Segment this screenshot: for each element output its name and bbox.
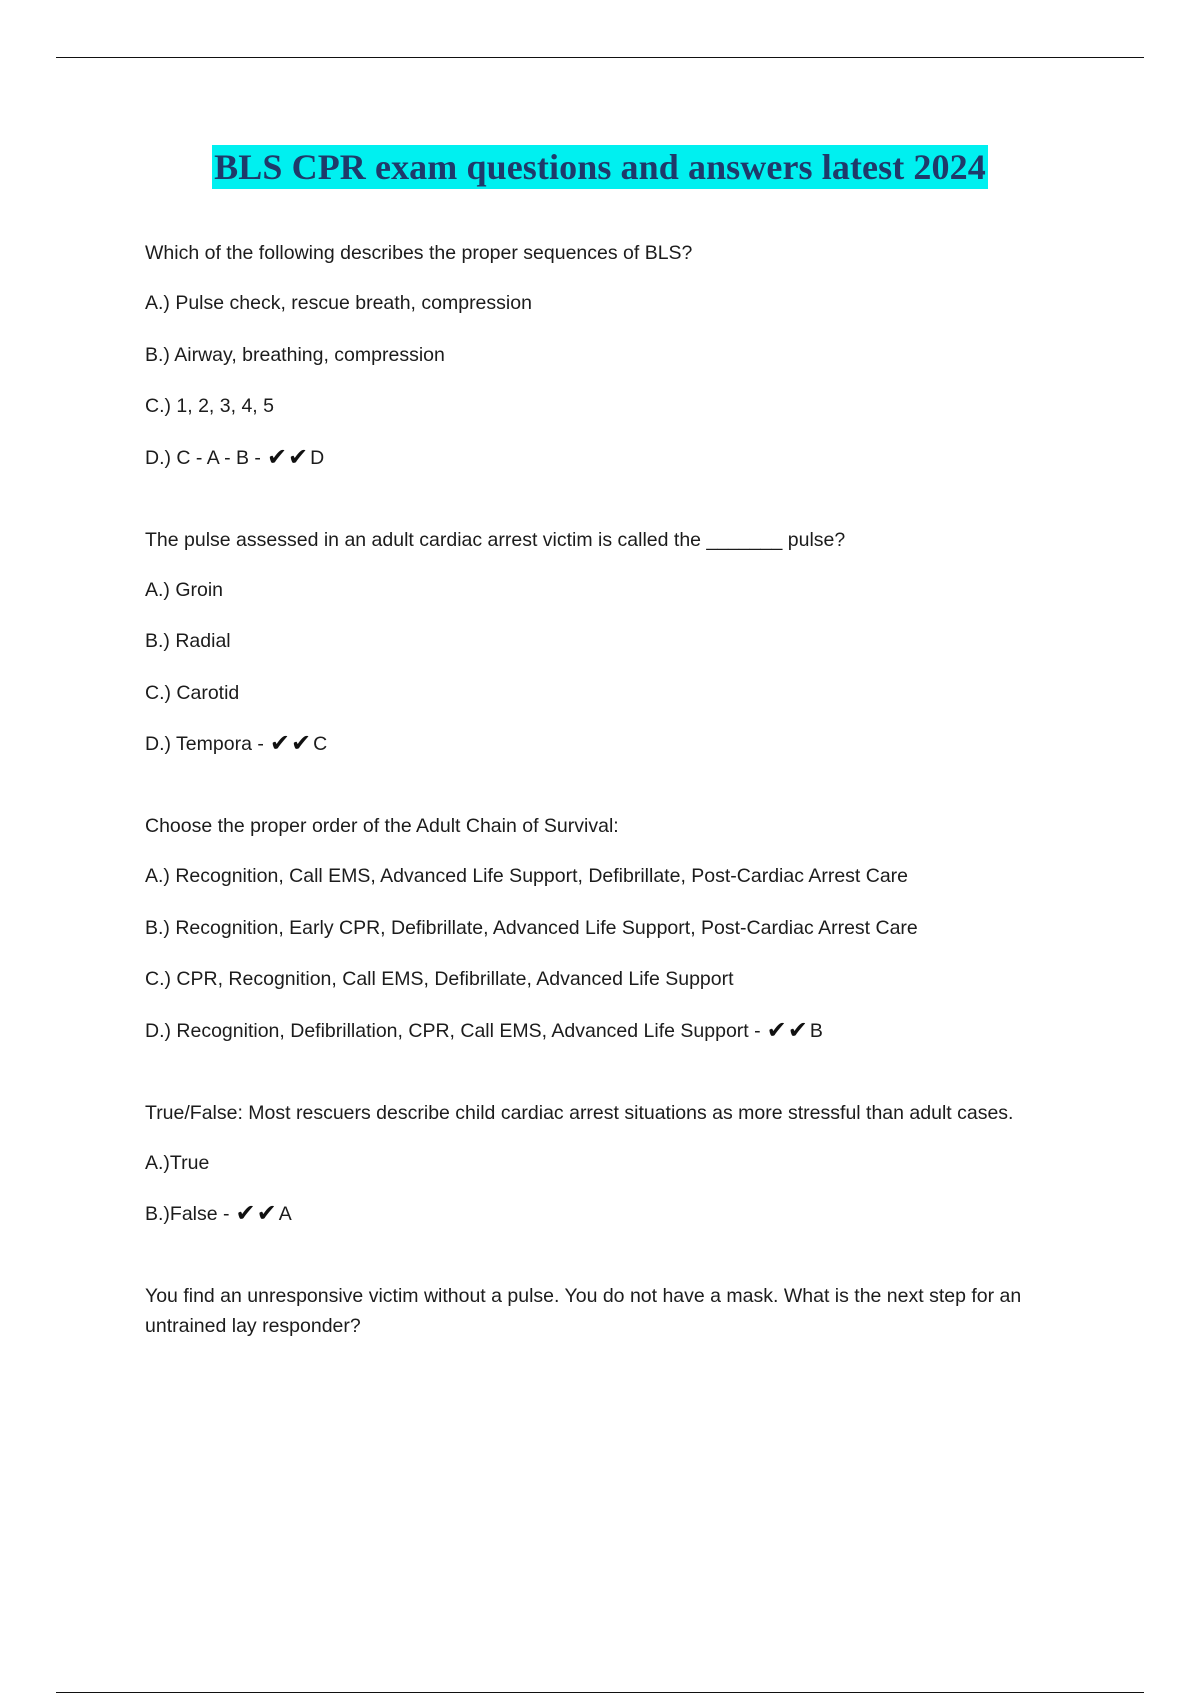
document-title: BLS CPR exam questions and answers latest 2024 bbox=[214, 147, 986, 187]
question-text: The pulse assessed in an adult cardiac arrest victim is called the _______ pulse? bbox=[145, 528, 846, 551]
header-rule bbox=[56, 57, 1144, 58]
correct-answer-letter: B bbox=[809, 1019, 823, 1042]
question-text: Which of the following describes the proper sequences of BLS? bbox=[145, 242, 693, 264]
answer-option: C.) 1, 2, 3, 4, 5 bbox=[145, 395, 274, 417]
answer-option: A.)True bbox=[145, 1151, 210, 1174]
answer-option: A.) Pulse check, rescue breath, compression bbox=[145, 292, 532, 314]
question-text: Choose the proper order of the Adult Chain of Survival: bbox=[145, 815, 619, 837]
answer-option-text: D.) C - A - B - bbox=[145, 446, 261, 469]
checkmark-icon: ✔ bbox=[288, 443, 309, 471]
question-text: You find an unresponsive victim without a pulse. You do not have a mask. What is the next step for an untrained lay responder? bbox=[145, 1285, 1022, 1337]
answer-option-with-key bbox=[145, 443, 1085, 473]
answer-option: B.) Recognition, Early CPR, Defibrillate, Advanced Life Support, Post-Cardiac Arrest Care bbox=[145, 916, 918, 939]
answer-option-text: D.) Recognition, Defibrillation, CPR, Call EMS, Advanced Life Support - bbox=[145, 1019, 761, 1042]
checkmark-icon: ✔ bbox=[787, 1016, 808, 1044]
answer-option: C.) Carotid bbox=[145, 681, 240, 704]
question-block bbox=[145, 1098, 1085, 1230]
checkmark-icon: ✔ bbox=[290, 730, 312, 757]
correct-answer-letter: A bbox=[278, 1203, 292, 1225]
question-block bbox=[145, 238, 1085, 473]
answer-option-text: B.)False - bbox=[145, 1203, 230, 1225]
checkmark-icon: ✔ bbox=[235, 1200, 256, 1227]
answer-option: A.) Recognition, Call EMS, Advanced Life Support, Defibrillate, Post-Cardiac Arrest Care bbox=[145, 865, 909, 887]
checkmark-icon: ✔ bbox=[266, 443, 288, 471]
footer-rule bbox=[56, 1692, 1144, 1693]
correct-answer-letter: D bbox=[310, 446, 325, 469]
question-text: True/False: Most rescuers describe child cardiac arrest situations as more stressful than adult cases. bbox=[145, 1101, 1014, 1124]
question-list bbox=[145, 238, 1085, 1393]
answer-option: B.) Radial bbox=[145, 630, 231, 652]
question-block bbox=[145, 811, 1085, 1046]
answer-option-with-key bbox=[145, 1016, 1085, 1046]
checkmark-icon: ✔ bbox=[256, 1200, 277, 1227]
answer-option: A.) Groin bbox=[145, 578, 224, 601]
question-block bbox=[145, 525, 1085, 760]
correct-answer-letter: C bbox=[313, 733, 328, 755]
answer-option-with-key bbox=[145, 729, 1085, 759]
title-container bbox=[0, 145, 1200, 189]
question-block bbox=[145, 1281, 1085, 1341]
checkmark-icon: ✔ bbox=[766, 1016, 787, 1044]
checkmark-icon: ✔ bbox=[269, 730, 290, 757]
answer-option-with-key bbox=[145, 1199, 1085, 1229]
answer-option: B.) Airway, breathing, compression bbox=[145, 343, 445, 366]
answer-option-text: D.) Tempora - bbox=[145, 733, 264, 755]
answer-option: C.) CPR, Recognition, Call EMS, Defibrillate, Advanced Life Support bbox=[145, 968, 734, 990]
